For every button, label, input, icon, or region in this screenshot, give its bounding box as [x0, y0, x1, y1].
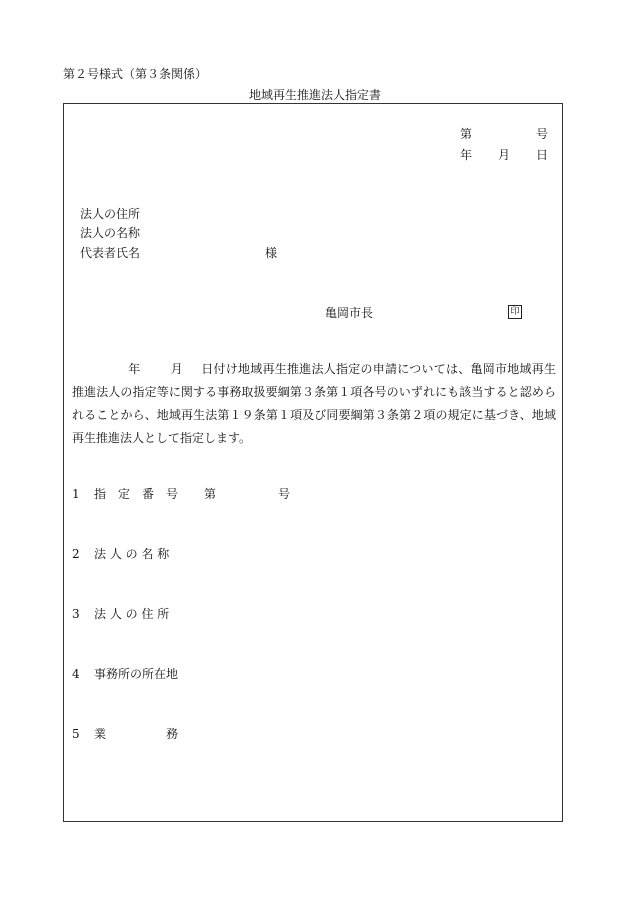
item-3-number: 3: [72, 607, 80, 621]
item-4-number: 4: [72, 667, 80, 681]
item-1-label: 指 定 番 号: [94, 487, 179, 501]
recipient-honorific: 様: [265, 246, 278, 260]
item-1-prefix: 第: [204, 487, 217, 501]
form-number: 第２号様式（第３条関係）: [63, 67, 208, 81]
date-year: 年: [460, 148, 473, 162]
doc-number-prefix: 第: [460, 127, 473, 141]
item-1-number: 1: [72, 487, 80, 501]
date-day: 日: [536, 148, 549, 162]
body-text: 日付け地域再生推進法人指定の申請については、亀岡市地域再生推進法人の指定等に関する事務取扱要綱第３条第１項各号のいずれにも該当すると認められることから、地域再生法第１９条第１項及び同要綱第３条第２項の規定に基づき、地域再生推進法人として指定します。: [72, 362, 556, 445]
item-4-label: 事務所の所在地: [94, 667, 179, 681]
recipient-name-label: 法人の名称: [80, 226, 141, 240]
document-title: 地域再生推進法人指定書: [248, 88, 381, 102]
body-month: 月: [170, 362, 183, 376]
item-2-label: 法 人 の 名 称: [94, 547, 170, 561]
seal-icon: 印: [508, 305, 522, 319]
issuer-title: 亀岡市長: [325, 306, 374, 320]
item-2-number: 2: [72, 547, 80, 561]
item-1-suffix: 号: [278, 487, 291, 501]
recipient-address-label: 法人の住所: [80, 207, 141, 221]
doc-number-suffix: 号: [536, 127, 549, 141]
recipient-representative-label: 代表者氏名: [80, 246, 141, 260]
item-5-label-left: 業: [94, 727, 107, 741]
item-3-label: 法 人 の 住 所: [94, 607, 170, 621]
item-5-label-right: 務: [166, 727, 179, 741]
designation-statement: [72, 358, 556, 450]
body-year: 年: [128, 362, 141, 376]
date-month: 月: [498, 148, 511, 162]
item-5-number: 5: [72, 727, 80, 741]
